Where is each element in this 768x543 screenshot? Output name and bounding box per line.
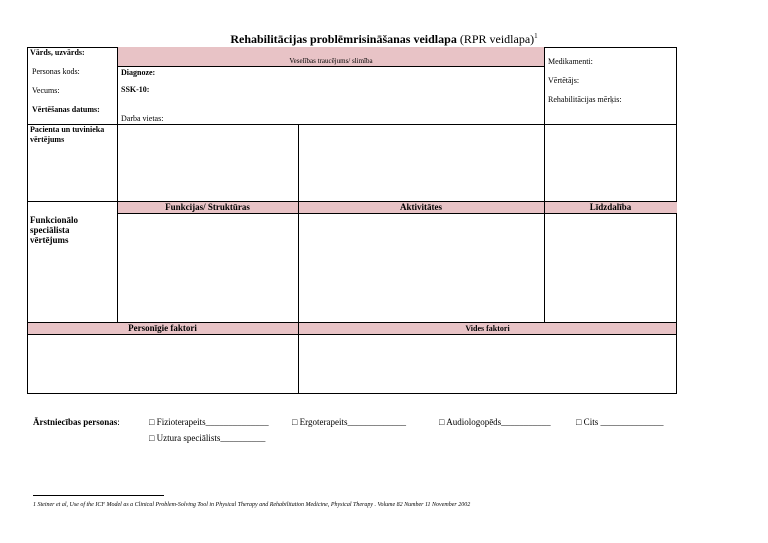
form-title [0, 32, 768, 47]
footnote-text: 1 Steiner et al, Use of the ICF Model as a Clinical Problem-Solving Tool in Physical Therapy and Rehabilitation Medicine, Physical Therapy . Volume 82 Number 11 November 2002 [33, 502, 471, 508]
title-footnote-mark: 1 [534, 32, 538, 40]
participation-header: Līdzdalība [589, 202, 632, 212]
specialist-eval-label: Funkcionālo speciālista vērtējums [30, 215, 79, 245]
footnote-rule [33, 495, 164, 496]
activities-header: Aktivitātes [400, 202, 442, 212]
work-label: Darba vietas: [121, 114, 164, 123]
staff-option-other[interactable]: □ Cits ______________ [576, 417, 664, 427]
assessment-date-label: Vērtēšanas datums: [32, 105, 100, 114]
specialist-divider [298, 213, 299, 323]
specialist-row [117, 213, 545, 323]
patient-age-label: Vecums: [32, 86, 60, 95]
rehab-goal-label: Rehabilitācijas mērķis: [548, 95, 622, 104]
form-title-rest: (RPR veidlapa) [456, 32, 535, 46]
staff-label-colon: : [117, 417, 120, 427]
staff-label: Ārstniecības personas [33, 417, 118, 427]
patient-code-label: Personas kods: [32, 67, 80, 76]
staff-row [33, 417, 120, 427]
form-title-bold: Rehabilitācijas problēmrisināšanas veidlapa [230, 32, 457, 46]
staff-option-audio[interactable]: □ Audiologopēds___________ [439, 417, 551, 427]
personal-factors-header: Personīgie faktori [128, 323, 197, 333]
health-header: Veselības traucējums/ slimība [289, 57, 373, 65]
patient-eval-label: Pacienta un tuvinieka vērtējums [30, 125, 105, 144]
patient-name-label: Vārds, uzvārds: [30, 48, 85, 57]
ssk-label: SSK-10: [121, 85, 150, 94]
assessor-label: Vērtētājs: [548, 76, 580, 85]
patient-eval-mid [117, 124, 545, 202]
patient-eval-divider [298, 124, 299, 202]
functions-header: Funkcijas/ Struktūras [165, 202, 250, 212]
environment-factors-header: Vides faktori [465, 324, 510, 333]
staff-option-nutrition[interactable]: □ Uztura speciālists__________ [149, 433, 266, 443]
staff-option-physio[interactable]: □ Fizioterapeits______________ [149, 417, 269, 427]
diagnosis-label: Diagnoze: [121, 68, 156, 77]
medications-label: Medikamenti: [548, 57, 593, 66]
staff-option-ergo[interactable]: □ Ergoterapeits_____________ [292, 417, 407, 427]
